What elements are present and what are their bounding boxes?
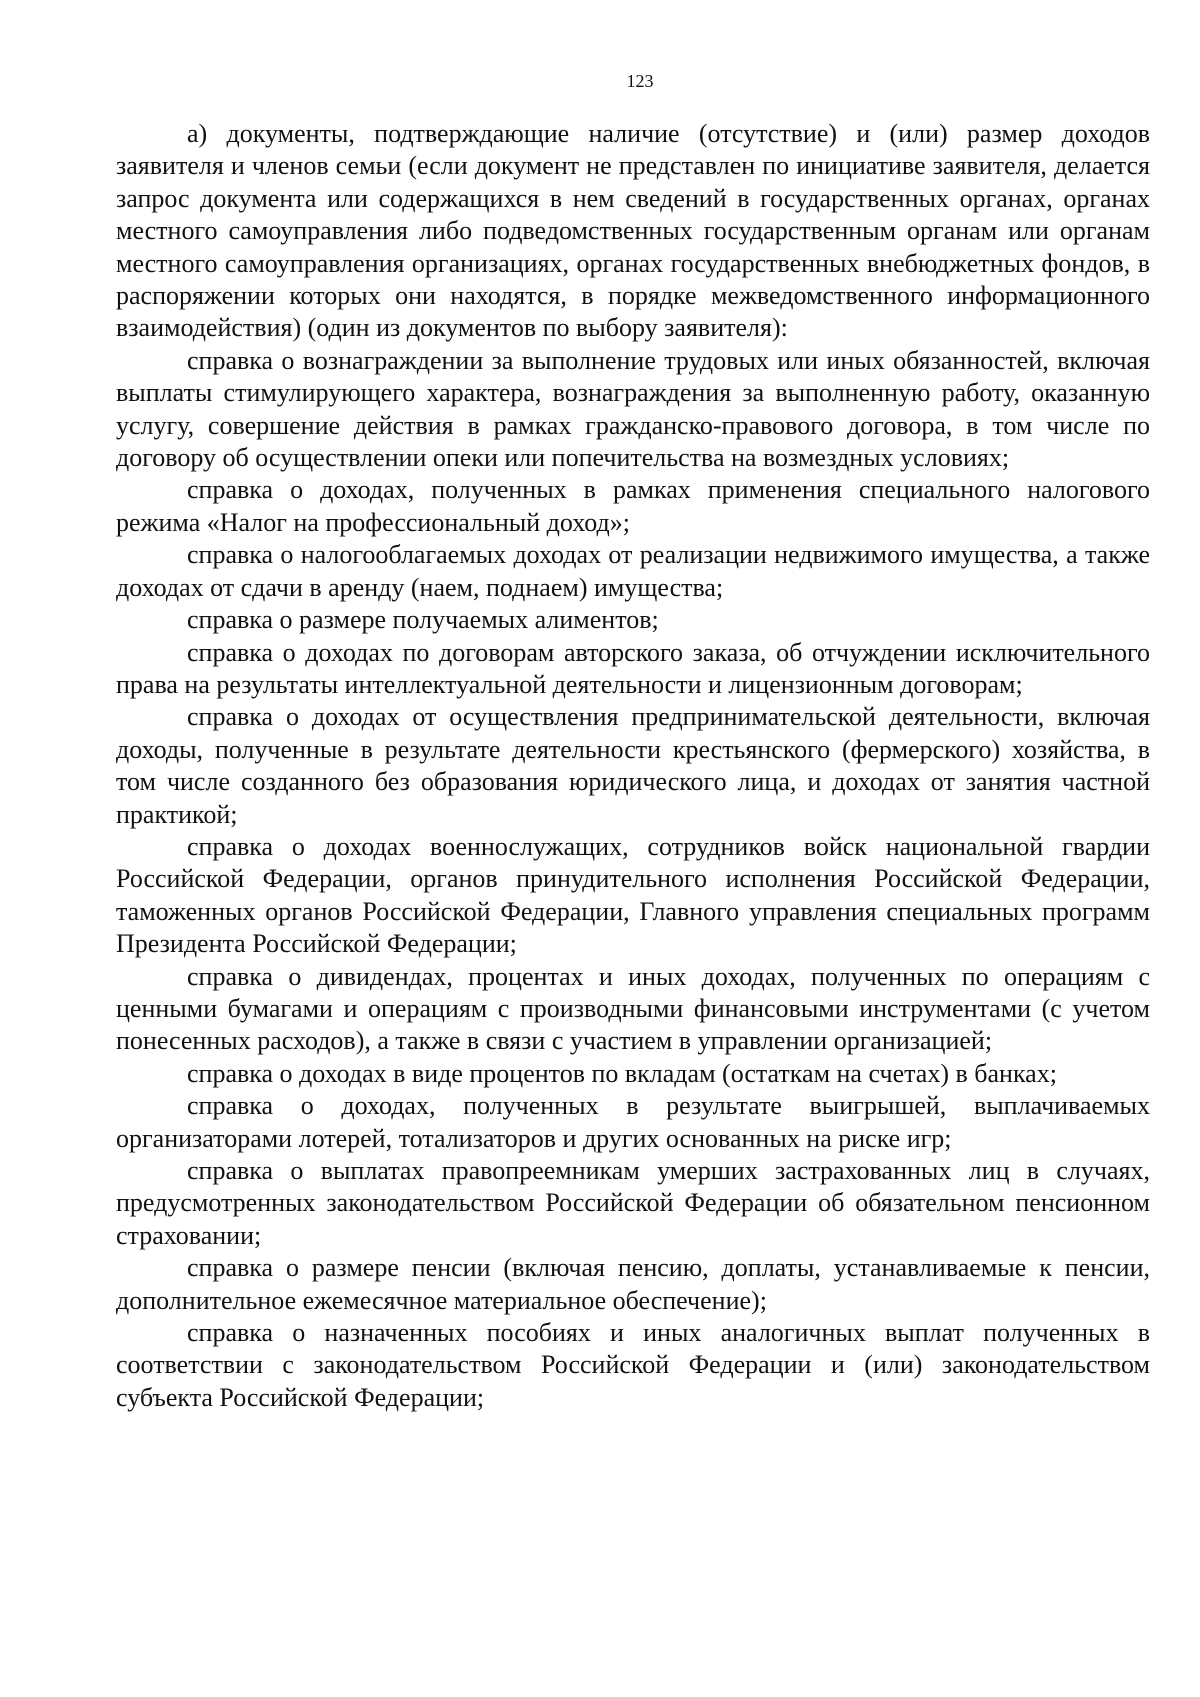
list-item-securities-income-certificate: справка о дивидендах, процентах и иных доходах, полученных по операциям с ценными бумагами и операциям с производными финансовыми инструментами (с учетом понесенных расходов), а также в связи с участием в управлении организацией; <box>116 961 1150 1056</box>
list-item-professional-income-tax-certificate: справка о доходах, полученных в рамках применения специального налогового режима «Налог на профессиональный доход»; <box>116 475 1150 537</box>
list-item-deposit-interest-certificate: справка о доходах в виде процентов по вкладам (остаткам на счетах) в банках; <box>187 1058 1057 1088</box>
list-item-real-estate-income-certificate: справка о налогооблагаемых доходах от реализации недвижимого имущества, а также доходах от сдачи в аренду (наем, поднаем) имущества; <box>116 540 1150 602</box>
list-item-copyright-income-certificate: справка о доходах по договорам авторского заказа, об отчуждении исключительного права на результаты интеллектуальной деятельности и лицензионным договорам; <box>116 637 1150 699</box>
list-item-benefits-certificate: справка о назначенных пособиях и иных аналогичных выплат полученных в соответствии с законодательством Российской Федерации и (или) законодательством субъекта Российской Федерации; <box>116 1318 1150 1412</box>
list-item-military-income-certificate: справка о доходах военнослужащих, сотрудников войск национальной гвардии Российской Федерации, органов принудительного исполнения Российской Федерации, таможенных органов Российской Федерации, Главного управления специальных программ Президента Российской Федерации; <box>116 831 1150 959</box>
list-item-pension-certificate: справка о размере пенсии (включая пенсию, доплаты, устанавливаемые к пенсии, дополнительное ежемесячное материальное обеспечение); <box>116 1253 1150 1315</box>
list-item-remuneration-certificate: справка о вознаграждении за выполнение трудовых или иных обязанностей, включая выплаты стимулирующего характера, вознаграждения за выполненную работу, оказанную услугу, совершение действия в рамках гражданско-правового договора, в том числе по договору об осуществлении опеки или попечительства на возмездных условиях; <box>116 345 1150 473</box>
paragraph-intro: а) документы, подтверждающие наличие (отсутствие) и (или) размер доходов заявителя и членов семьи (если документ не представлен по инициативе заявителя, делается запрос документа или содержащихся в нем сведений в государственных органах, органах местного самоуправления либо подведомственных государственным органам или органам местного самоуправления организациях, органах государственных внебюджетных фондов, в распоряжении которых они находятся, в порядке межведомственного информационного взаимодействия) (один из документов по выбору заявителя): <box>116 119 1150 343</box>
list-item-business-income-certificate: справка о доходах от осуществления предпринимательской деятельности, включая доходы, полученные в результате деятельности крестьянского (фермерского) хозяйства, в том числе созданного без образования юридического лица, и доходах от занятия частной практикой; <box>116 702 1150 829</box>
list-item-alimony-certificate: справка о размере получаемых алиментов; <box>187 605 659 635</box>
document-body <box>116 118 1150 1414</box>
page-number: 123 <box>626 71 654 91</box>
list-item-lottery-winnings-certificate: справка о доходах, полученных в результате выигрышей, выплачиваемых организаторами лотерей, тотализаторов и других основанных на риске игр; <box>116 1091 1150 1153</box>
list-item-successor-payments-certificate: справка о выплатах правопреемникам умерших застрахованных лиц в случаях, предусмотренных законодательством Российской Федерации об обязательном пенсионном страховании; <box>116 1156 1150 1250</box>
